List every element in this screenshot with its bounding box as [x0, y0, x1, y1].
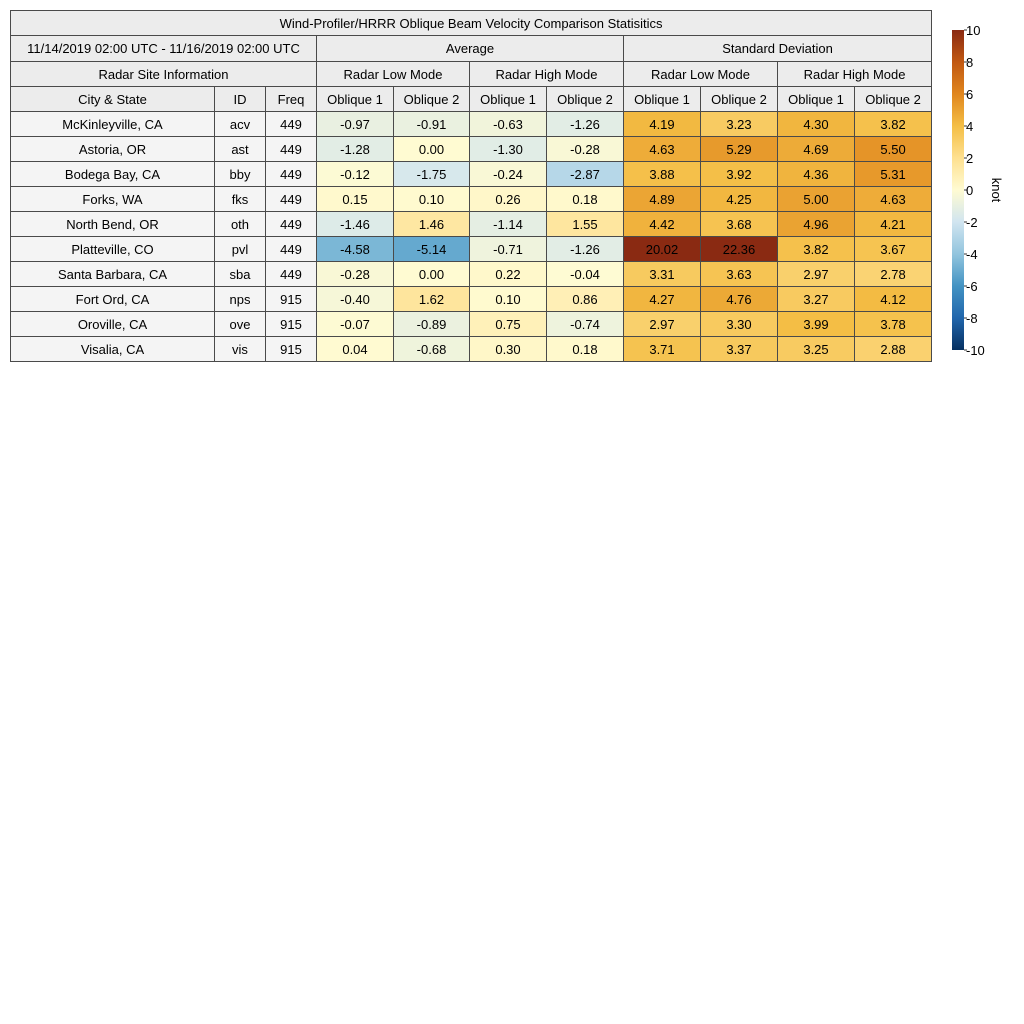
table-row	[11, 237, 932, 262]
city-cell: North Bend, OR	[11, 212, 215, 237]
colorbar-tick-label: -2	[966, 215, 978, 230]
heatmap-cell: -1.30	[470, 137, 547, 162]
heatmap-cell: 0.15	[317, 187, 394, 212]
freq-cell: 449	[266, 212, 317, 237]
heatmap-cell: 5.31	[855, 162, 932, 187]
heatmap-cell: -0.63	[470, 112, 547, 137]
heatmap-cell: -0.71	[470, 237, 547, 262]
heatmap-cell: 5.50	[855, 137, 932, 162]
heatmap-cell: -1.26	[547, 237, 624, 262]
heatmap-cell: -0.04	[547, 262, 624, 287]
city-cell: McKinleyville, CA	[11, 112, 215, 137]
freq-cell: 449	[266, 262, 317, 287]
freq-cell: 449	[266, 112, 317, 137]
beam-header: Oblique 1	[624, 87, 701, 112]
colorbar-ticks	[964, 23, 985, 358]
stats-table	[10, 10, 932, 362]
id-cell: oth	[215, 212, 266, 237]
beam-header: Oblique 1	[470, 87, 547, 112]
heatmap-cell: 3.68	[701, 212, 778, 237]
freq-cell: 449	[266, 137, 317, 162]
heatmap-cell: 4.21	[855, 212, 932, 237]
heatmap-cell: 3.78	[855, 312, 932, 337]
colorbar-gradient	[952, 30, 964, 350]
heatmap-cell: 0.00	[394, 262, 470, 287]
heatmap-cell: -5.14	[394, 237, 470, 262]
colorbar-tick-label: -6	[966, 279, 978, 294]
heatmap-cell: 4.89	[624, 187, 701, 212]
id-cell: pvl	[215, 237, 266, 262]
table-row	[11, 112, 932, 137]
colorbar-tick-label: 6	[966, 87, 974, 102]
heatmap-cell: 1.55	[547, 212, 624, 237]
heatmap-cell: 3.71	[624, 337, 701, 362]
heatmap-cell: 3.23	[701, 112, 778, 137]
group-header-standard-deviation: Standard Deviation	[624, 36, 932, 62]
beam-header: Oblique 2	[701, 87, 778, 112]
heatmap-cell: 20.02	[624, 237, 701, 262]
column-header-freq: Freq	[266, 87, 317, 112]
heatmap-cell: 2.97	[778, 262, 855, 287]
colorbar-tick-label: 8	[966, 55, 974, 70]
heatmap-cell: 3.31	[624, 262, 701, 287]
table-row	[11, 187, 932, 212]
id-cell: sba	[215, 262, 266, 287]
data-rows	[11, 112, 932, 362]
heatmap-cell: -0.89	[394, 312, 470, 337]
heatmap-cell: -1.75	[394, 162, 470, 187]
heatmap-cell: -0.12	[317, 162, 394, 187]
heatmap-cell: 3.30	[701, 312, 778, 337]
heatmap-cell: -2.87	[547, 162, 624, 187]
heatmap-cell: 3.25	[778, 337, 855, 362]
id-cell: acv	[215, 112, 266, 137]
heatmap-cell: 5.29	[701, 137, 778, 162]
beam-header: Oblique 1	[778, 87, 855, 112]
heatmap-cell: 4.25	[701, 187, 778, 212]
city-cell: Fort Ord, CA	[11, 287, 215, 312]
table-row	[11, 137, 932, 162]
beam-header: Oblique 1	[317, 87, 394, 112]
city-cell: Bodega Bay, CA	[11, 162, 215, 187]
heatmap-cell: 3.37	[701, 337, 778, 362]
date-range: 11/14/2019 02:00 UTC - 11/16/2019 02:00 UTC	[11, 36, 317, 62]
heatmap-cell: 4.36	[778, 162, 855, 187]
heatmap-cell: 4.12	[855, 287, 932, 312]
heatmap-cell: 4.27	[624, 287, 701, 312]
heatmap-cell: 0.22	[470, 262, 547, 287]
heatmap-cell: -0.24	[470, 162, 547, 187]
heatmap-cell: 0.30	[470, 337, 547, 362]
table-title: Wind-Profiler/HRRR Oblique Beam Velocity Comparison Statisitics	[11, 11, 932, 36]
heatmap-cell: -0.28	[317, 262, 394, 287]
mode-header-std-low: Radar Low Mode	[624, 62, 778, 87]
colorbar-label: knot	[989, 177, 1004, 203]
heatmap-cell: -0.91	[394, 112, 470, 137]
freq-cell: 449	[266, 187, 317, 212]
heatmap-cell: 4.69	[778, 137, 855, 162]
heatmap-cell: 0.04	[317, 337, 394, 362]
colorbar	[940, 18, 1024, 364]
heatmap-cell: 0.26	[470, 187, 547, 212]
heatmap-cell: 0.00	[394, 137, 470, 162]
heatmap-cell: 4.63	[624, 137, 701, 162]
heatmap-cell: -0.40	[317, 287, 394, 312]
heatmap-cell: -0.28	[547, 137, 624, 162]
table-row	[11, 312, 932, 337]
heatmap-cell: 4.96	[778, 212, 855, 237]
mode-header-avg-low: Radar Low Mode	[317, 62, 470, 87]
heatmap-cell: 4.63	[855, 187, 932, 212]
colorbar-tick-label: -4	[966, 247, 978, 262]
heatmap-cell: 0.10	[470, 287, 547, 312]
city-cell: Platteville, CO	[11, 237, 215, 262]
city-cell: Astoria, OR	[11, 137, 215, 162]
heatmap-cell: -0.74	[547, 312, 624, 337]
colorbar-tick-label: 10	[966, 23, 981, 38]
heatmap-cell: 3.63	[701, 262, 778, 287]
table-row	[11, 287, 932, 312]
heatmap-cell: 0.18	[547, 187, 624, 212]
heatmap-cell: 3.27	[778, 287, 855, 312]
id-cell: bby	[215, 162, 266, 187]
freq-cell: 915	[266, 312, 317, 337]
freq-cell: 915	[266, 287, 317, 312]
heatmap-cell: -1.26	[547, 112, 624, 137]
heatmap-cell: 0.10	[394, 187, 470, 212]
heatmap-cell: 2.97	[624, 312, 701, 337]
table-row	[11, 212, 932, 237]
heatmap-cell: 0.18	[547, 337, 624, 362]
mode-header-avg-high: Radar High Mode	[470, 62, 624, 87]
heatmap-cell: -0.97	[317, 112, 394, 137]
city-cell: Visalia, CA	[11, 337, 215, 362]
city-cell: Santa Barbara, CA	[11, 262, 215, 287]
column-header-id: ID	[215, 87, 266, 112]
beam-header: Oblique 2	[547, 87, 624, 112]
heatmap-cell: 0.86	[547, 287, 624, 312]
colorbar-tick-label: -10	[966, 343, 985, 358]
heatmap-cell: -1.14	[470, 212, 547, 237]
column-header-city: City & State	[11, 87, 215, 112]
heatmap-cell: 5.00	[778, 187, 855, 212]
heatmap-cell: 4.42	[624, 212, 701, 237]
beam-header: Oblique 2	[394, 87, 470, 112]
colorbar-tick-label: -8	[966, 311, 978, 326]
heatmap-cell: 3.99	[778, 312, 855, 337]
mode-header-std-high: Radar High Mode	[778, 62, 932, 87]
freq-cell: 915	[266, 337, 317, 362]
heatmap-cell: 4.76	[701, 287, 778, 312]
heatmap-cell: -1.46	[317, 212, 394, 237]
colorbar-tick-label: 2	[966, 151, 974, 166]
freq-cell: 449	[266, 237, 317, 262]
site-info-header: Radar Site Information	[11, 62, 317, 87]
heatmap-cell: 3.82	[855, 112, 932, 137]
group-header-average: Average	[317, 36, 624, 62]
heatmap-cell: 3.67	[855, 237, 932, 262]
table-row	[11, 337, 932, 362]
heatmap-cell: 2.88	[855, 337, 932, 362]
id-cell: ove	[215, 312, 266, 337]
heatmap-cell: 4.19	[624, 112, 701, 137]
heatmap-cell: 3.82	[778, 237, 855, 262]
table-row	[11, 262, 932, 287]
id-cell: vis	[215, 337, 266, 362]
id-cell: fks	[215, 187, 266, 212]
table-row	[11, 162, 932, 187]
heatmap-cell: 0.75	[470, 312, 547, 337]
id-cell: ast	[215, 137, 266, 162]
heatmap-cell: -4.58	[317, 237, 394, 262]
id-cell: nps	[215, 287, 266, 312]
heatmap-cell: -1.28	[317, 137, 394, 162]
colorbar-tick-label: 4	[966, 119, 974, 134]
colorbar-tick-label: 0	[966, 183, 974, 198]
city-cell: Oroville, CA	[11, 312, 215, 337]
heatmap-cell: 1.46	[394, 212, 470, 237]
beam-header: Oblique 2	[855, 87, 932, 112]
city-cell: Forks, WA	[11, 187, 215, 212]
freq-cell: 449	[266, 162, 317, 187]
heatmap-cell: -0.68	[394, 337, 470, 362]
heatmap-cell: -0.07	[317, 312, 394, 337]
heatmap-cell: 4.30	[778, 112, 855, 137]
heatmap-cell: 1.62	[394, 287, 470, 312]
heatmap-cell: 22.36	[701, 237, 778, 262]
heatmap-cell: 3.88	[624, 162, 701, 187]
heatmap-cell: 2.78	[855, 262, 932, 287]
heatmap-cell: 3.92	[701, 162, 778, 187]
